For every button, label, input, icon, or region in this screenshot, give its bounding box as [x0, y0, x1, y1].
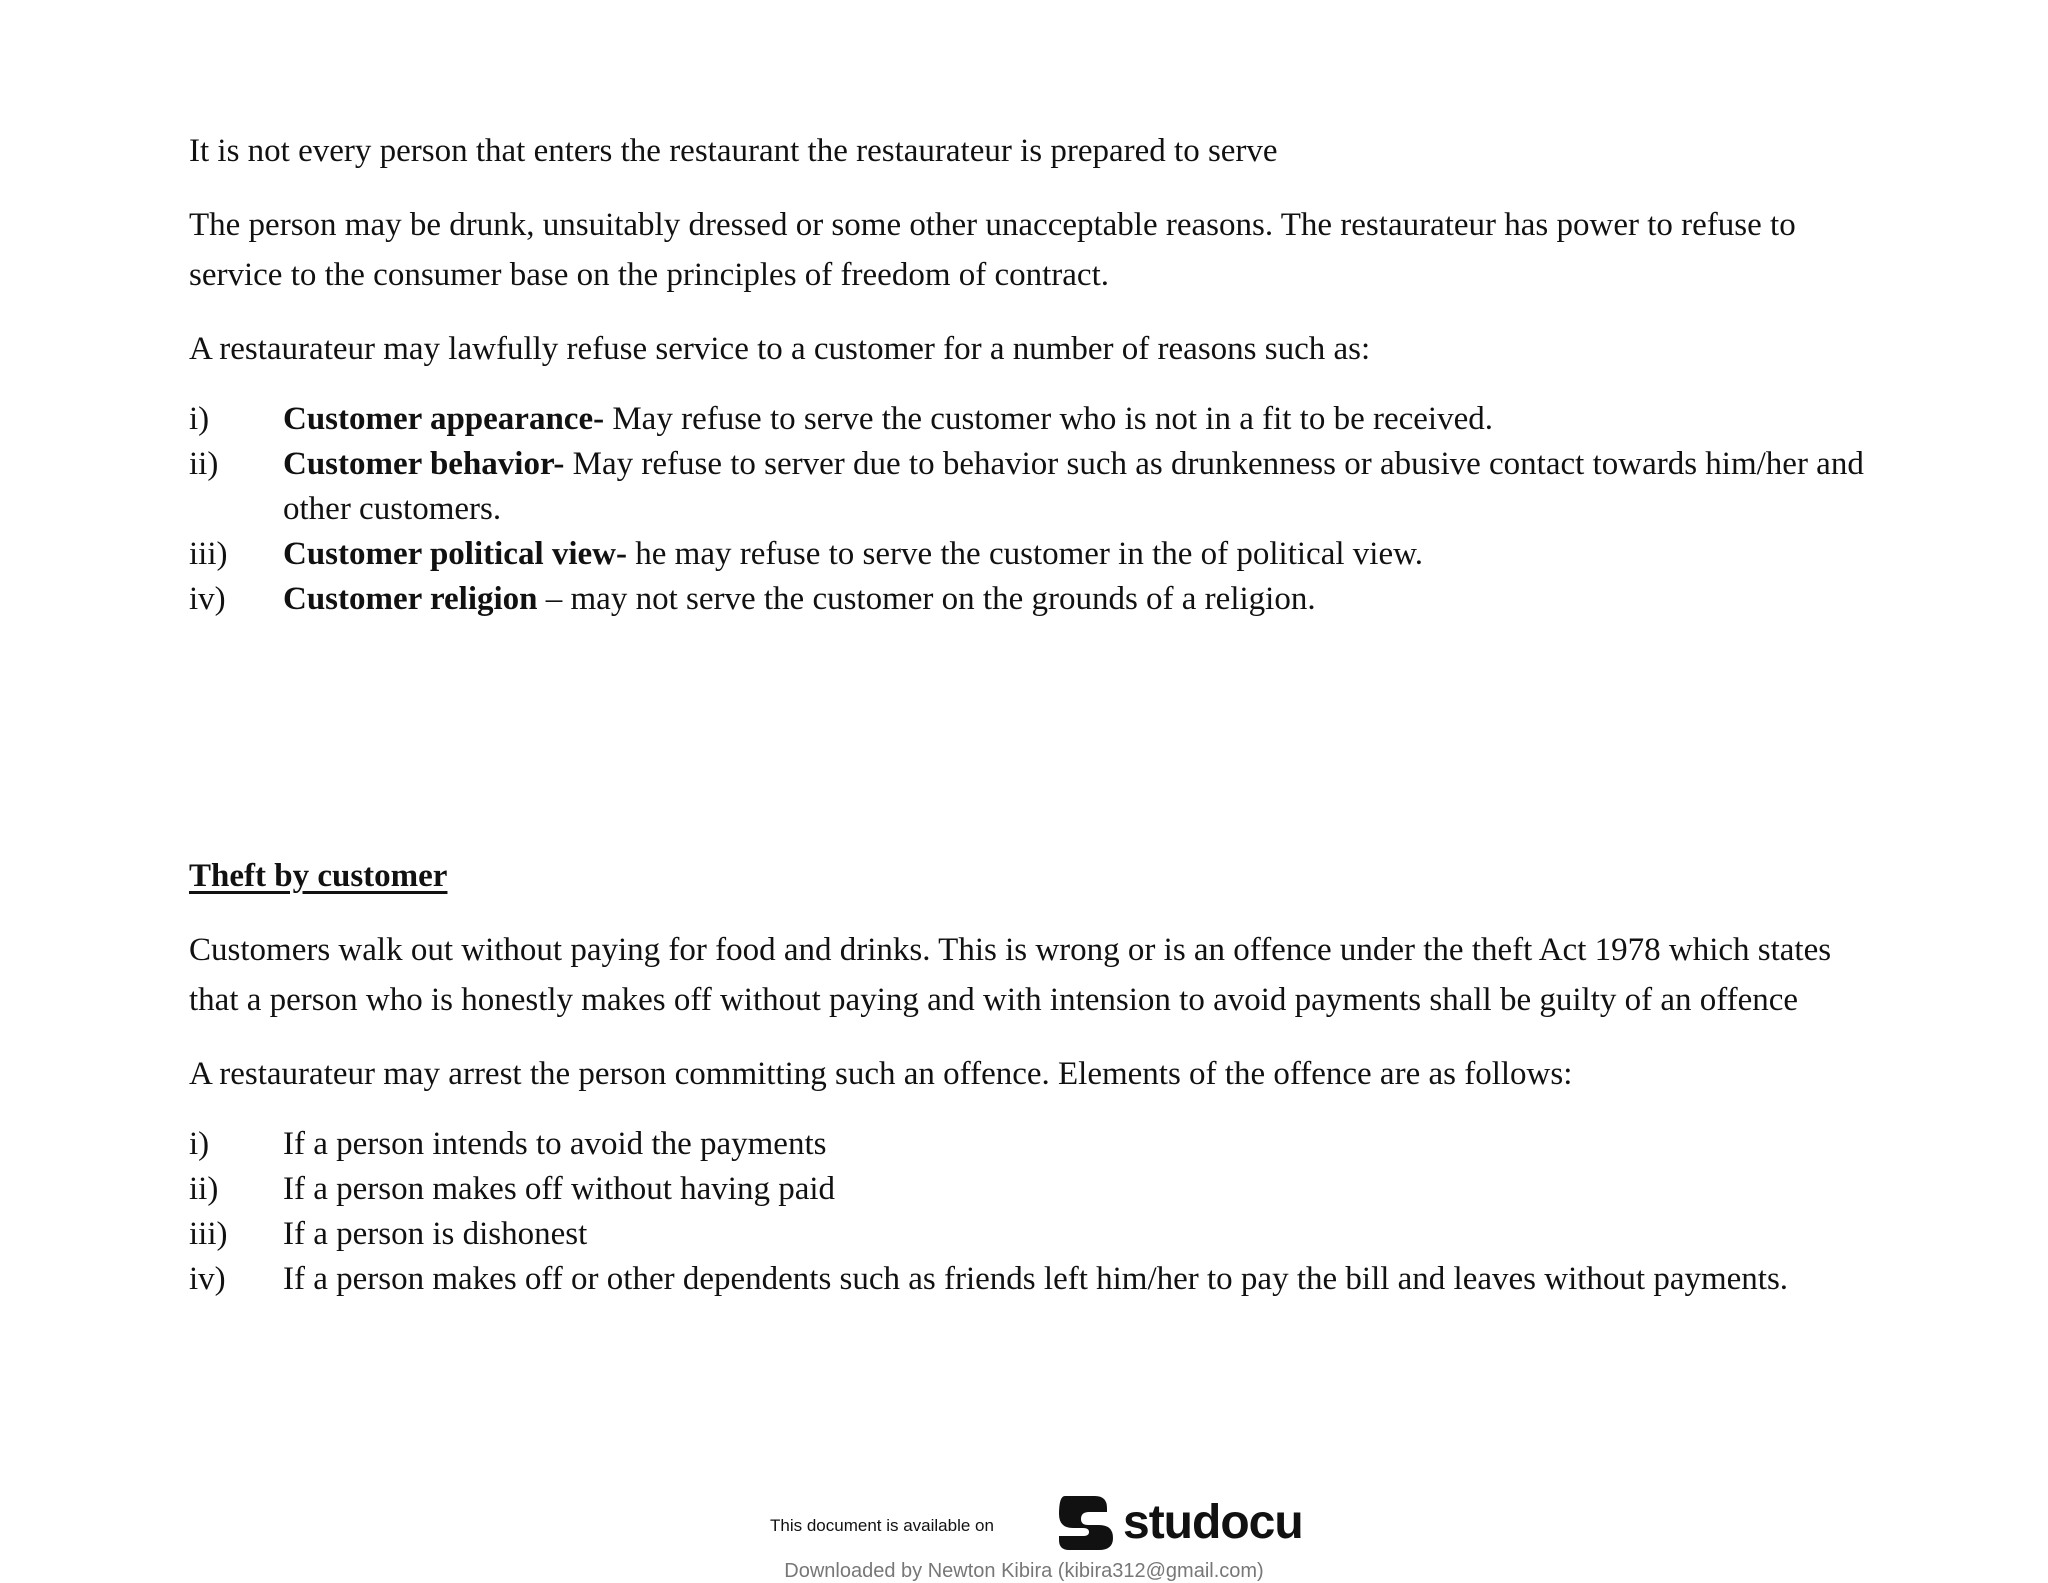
list-item-text: If a person makes off or other dependents such as friends left him/her to pay the bill and leaves without payments.: [283, 1261, 1789, 1297]
theft-act-paragraph: Customers walk out without paying for food and drinks. This is wrong or is an offence under the theft Act 1978 which states that a person who is honestly makes off without paying and with intension to avoid payments shall be guilty of an offence: [189, 932, 1832, 1018]
refusal-reasons-list: [189, 397, 1879, 622]
offence-elements-paragraph: A restaurateur may arrest the person committing such an offence. Elements of the offence are as follows:: [189, 1056, 1573, 1092]
section-heading-theft: Theft by customer: [189, 858, 448, 894]
list-item: [189, 1167, 1879, 1212]
list-item-term: Customer political view-: [283, 536, 628, 572]
list-item: [189, 397, 1879, 442]
list-item: [189, 442, 1879, 532]
lawful-refusal-paragraph: A restaurateur may lawfully refuse service to a customer for a number of reasons such as:: [189, 331, 1371, 367]
list-item-text: May refuse to server due to behavior such as drunkenness or abusive contact towards him/her and other customers.: [283, 446, 1864, 527]
list-item-number: iv): [189, 1261, 226, 1297]
refusal-reasons-paragraph: The person may be drunk, unsuitably dressed or some other unacceptable reasons. The restaurateur has power to refuse to service to the consumer base on the principles of freedom of contract.: [189, 207, 1796, 293]
document-footer: [0, 1480, 2048, 1582]
list-item-number: iii): [189, 536, 228, 572]
intro-paragraph: It is not every person that enters the restaurant the restaurateur is prepared to serve: [189, 133, 1278, 169]
list-item-text: May refuse to serve the customer who is not in a fit to be received.: [604, 401, 1493, 437]
list-item-number: iii): [189, 1216, 228, 1252]
list-item-text: he may refuse to serve the customer in the of political view.: [627, 536, 1424, 572]
list-item-number: i): [189, 401, 210, 437]
list-item: [189, 577, 1879, 622]
list-item: [189, 532, 1879, 577]
list-item: [189, 1257, 1879, 1302]
list-item: [189, 1212, 1879, 1257]
studocu-wordmark: studocu: [1123, 1496, 1303, 1549]
list-item-number: i): [189, 1126, 210, 1162]
list-item-term: Customer appearance-: [283, 401, 605, 437]
list-item-term: Customer religion: [283, 581, 538, 617]
list-item-text: – may not serve the customer on the grounds of a religion.: [537, 581, 1316, 617]
available-on-text: This document is available on: [770, 1516, 994, 1535]
list-item-number: iv): [189, 581, 226, 617]
studocu-logo[interactable]: [1055, 1492, 1303, 1554]
offence-elements-list: [189, 1122, 1879, 1302]
list-item-text: If a person intends to avoid the payments: [283, 1126, 827, 1162]
document-page: [189, 126, 1879, 1302]
downloaded-by-text: Downloaded by Newton Kibira (kibira312@gmail.com): [784, 1560, 1264, 1582]
list-item-term: Customer behavior-: [283, 446, 565, 482]
list-item-text: If a person is dishonest: [283, 1216, 588, 1252]
list-item-text: If a person makes off without having paid: [283, 1171, 836, 1207]
studocu-logo-icon: [1055, 1492, 1117, 1554]
list-item-number: ii): [189, 446, 219, 482]
list-item-number: ii): [189, 1171, 219, 1207]
list-item: [189, 1122, 1879, 1167]
